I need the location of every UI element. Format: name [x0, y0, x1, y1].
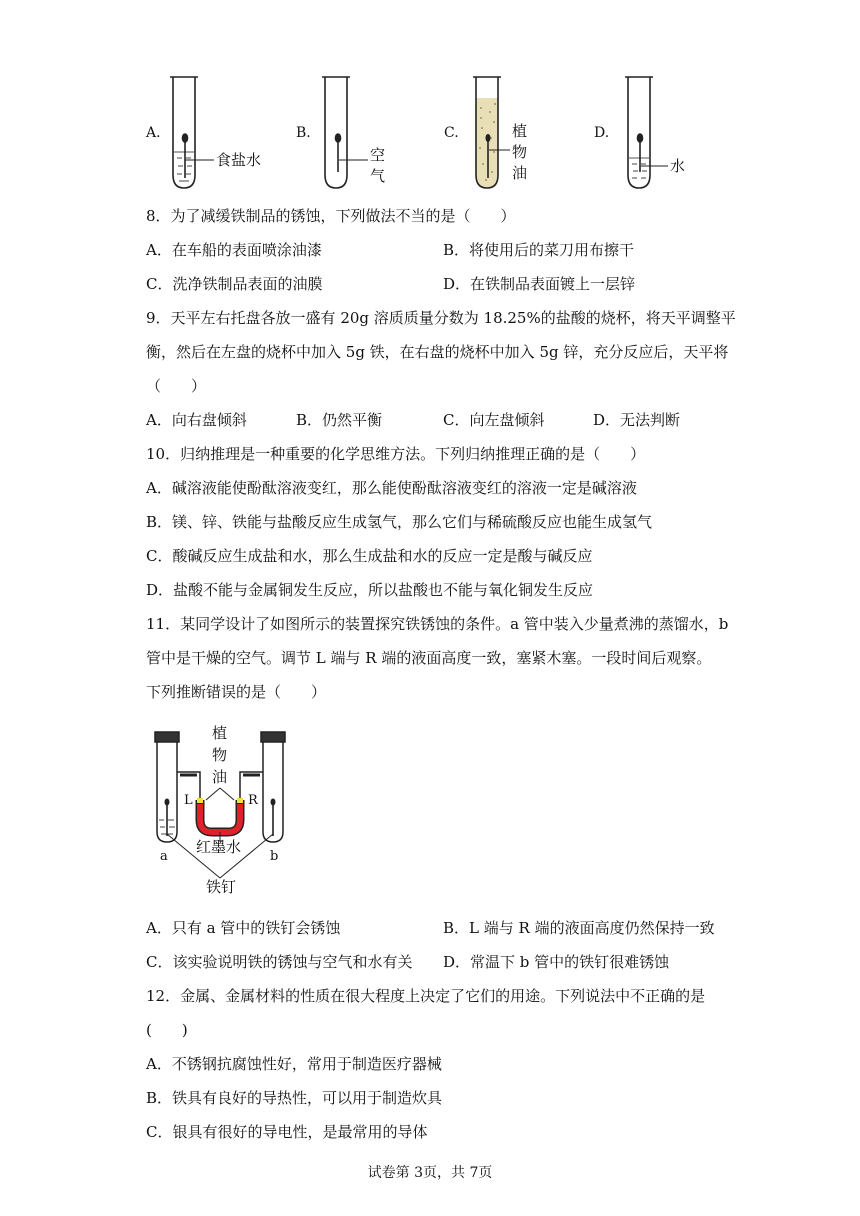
option-a: A．只有 a 管中的铁钉会锈蚀: [146, 919, 341, 937]
option-b: B．镁、锌、铁能与盐酸反应生成氢气，那么它们与稀硫酸反应也能生成氢气: [146, 513, 653, 531]
iron-nail-label: 铁钉: [206, 878, 237, 896]
test-tubes-diagram: [0, 0, 860, 200]
option-d: D．盐酸不能与金属铜发生反应，所以盐酸也不能与氧化铜发生反应: [146, 581, 594, 599]
option-d: D．无法判断: [593, 411, 681, 429]
tube-d-label: 水: [670, 157, 686, 175]
tube-a-label: a: [160, 849, 168, 864]
option-c: C．银具有很好的导电性，是最常用的导体: [146, 1123, 428, 1141]
option-a-letter: A.: [146, 125, 161, 141]
option-b-letter: B.: [296, 125, 311, 141]
question-stem-line-1: 11．某同学设计了如图所示的装置探究铁锈蚀的条件。a 管中装入少量煮沸的蒸馏水，b: [146, 615, 729, 633]
option-b: B．仍然平衡: [296, 411, 383, 429]
question-stem-line-3: （ ）: [146, 377, 207, 395]
right-end-label: R: [248, 793, 258, 808]
red-ink-label: 红墨水: [196, 838, 242, 856]
tube-a: [170, 77, 214, 188]
question-stem-line-3: 下列推断错误的是（ ）: [146, 683, 327, 701]
tube-c-label-1: 植: [512, 122, 528, 140]
option-a: A．不锈钢抗腐蚀性好，常用于制造医疗器械: [146, 1055, 442, 1073]
left-end-label: L: [184, 793, 193, 808]
option-b: B．将使用后的菜刀用布擦干: [443, 241, 635, 259]
tube-b-label: b: [270, 849, 279, 864]
oil-label-2: 物: [212, 746, 228, 764]
option-b: B．L 端与 R 端的液面高度仍然保持一致: [443, 919, 715, 937]
tube-c: [473, 77, 510, 188]
tube-b: [322, 77, 368, 188]
question-stem: 10．归纳推理是一种重要的化学思维方法。下列归纳推理正确的是（ ）: [146, 445, 646, 463]
tube-d: [625, 77, 668, 188]
option-c: C．向左盘倾斜: [443, 411, 545, 429]
option-a: A．向右盘倾斜: [146, 411, 247, 429]
oil-label-1: 植: [212, 724, 228, 742]
question-stem-line-2: ( ): [146, 1021, 188, 1039]
question-stem: 8．为了减缓铁制品的锈蚀，下列做法不当的是（ ）: [146, 207, 516, 225]
option-a: A．碱溶液能使酚酞溶液变红，那么能使酚酞溶液变红的溶液一定是碱溶液: [146, 479, 637, 497]
option-d: D．常温下 b 管中的铁钉很难锈蚀: [443, 953, 670, 971]
option-d-letter: D.: [594, 125, 610, 141]
oil-label-3: 油: [212, 768, 228, 786]
tube-a-label: 食盐水: [216, 151, 262, 169]
option-c: C．酸碱反应生成盐和水，那么生成盐和水的反应一定是酸与碱反应: [146, 547, 593, 565]
page-footer: 试卷第 3页，共 7页: [367, 1165, 493, 1181]
tube-c-label-3: 油: [512, 164, 528, 182]
tube-b-label-2: 气: [370, 167, 386, 185]
question-stem-line-2: 管中是干燥的空气。调节 L 端与 R 端的液面高度一致，塞紧木塞。一段时间后观察。: [146, 649, 712, 667]
question-stem-line-1: 12．金属、金属材料的性质在很大程度上决定了它们的用途。下列说法中不正确的是: [146, 987, 706, 1005]
rust-experiment-diagram: [140, 720, 320, 900]
option-a: A．在车船的表面喷涂油漆: [146, 241, 322, 259]
tube-b-label-1: 空: [370, 146, 386, 164]
option-b: B．铁具有良好的导热性，可以用于制造炊具: [146, 1089, 443, 1107]
option-d: D．在铁制品表面镀上一层锌: [443, 275, 636, 293]
question-stem-line-1: 9．天平左右托盘各放一盛有 20g 溶质质量分数为 18.25%的盐酸的烧杯，将天平调整平: [146, 309, 736, 327]
option-c: C．洗净铁制品表面的油膜: [146, 275, 323, 293]
option-c-letter: C.: [444, 125, 459, 141]
option-c: C．该实验说明铁的锈蚀与空气和水有关: [146, 953, 413, 971]
question-stem-line-2: 衡，然后在左盘的烧杯中加入 5g 铁，在右盘的烧杯中加入 5g 锌，充分反应后，天平将: [146, 343, 729, 361]
tube-c-label-2: 物: [512, 143, 528, 161]
